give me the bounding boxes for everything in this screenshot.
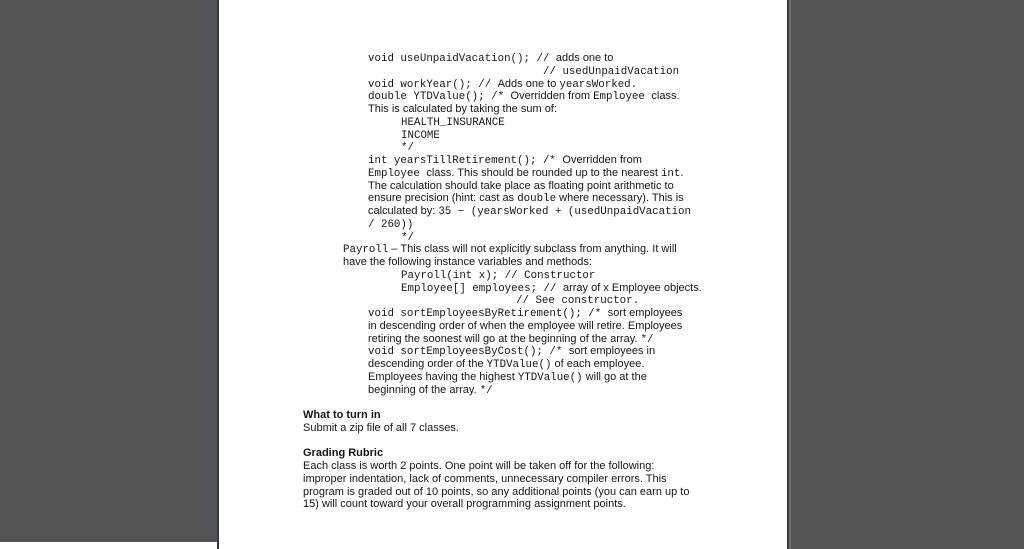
doc-line bbox=[219, 154, 787, 167]
code-text: Employee[] employees; // bbox=[401, 282, 563, 295]
body-text: adds one to bbox=[555, 52, 614, 64]
code-text: double YTDValue(); /* bbox=[368, 91, 511, 104]
body-text: array of x Employee objects. bbox=[562, 281, 702, 294]
body-text: Overridden from bbox=[510, 90, 594, 103]
doc-line bbox=[219, 167, 787, 180]
doc-line bbox=[219, 129, 787, 142]
code-text: HEALTH_INSURANCE bbox=[401, 116, 505, 129]
doc-line bbox=[219, 90, 787, 103]
viewer-background-right bbox=[789, 0, 1024, 549]
doc-line bbox=[219, 422, 787, 435]
doc-line bbox=[219, 243, 787, 256]
code-text: // usedUnpaidVacation bbox=[543, 65, 680, 78]
doc-line bbox=[219, 78, 787, 91]
body-text: beginning of the array. bbox=[368, 383, 480, 396]
body-text: sort employees in bbox=[568, 345, 656, 358]
doc-line bbox=[219, 409, 787, 422]
doc-line bbox=[219, 231, 787, 244]
doc-line bbox=[219, 447, 787, 460]
body-text: Overridden from bbox=[562, 154, 642, 166]
doc-line bbox=[219, 65, 787, 78]
body-text: class. bbox=[651, 90, 680, 103]
code-text: // See constructor. bbox=[516, 295, 640, 308]
code-text: 35 − (yearsWorked + (usedUnpaidVacation bbox=[438, 206, 692, 218]
code-text: int yearsTillRetirement(); /* bbox=[368, 155, 563, 167]
doc-line bbox=[219, 435, 787, 448]
doc-line bbox=[219, 358, 787, 371]
body-text: – This class will not explicitly subclass from anything. It will bbox=[388, 243, 677, 256]
doc-line bbox=[219, 192, 787, 205]
code-text: Payroll(int x); // Constructor bbox=[401, 269, 596, 282]
doc-line bbox=[219, 345, 787, 358]
body-text: retiring the soonest will go at the beginning of the array. bbox=[368, 332, 641, 345]
doc-line bbox=[219, 307, 787, 320]
code-text: YTDValue() bbox=[517, 371, 583, 384]
code-text: int bbox=[660, 167, 681, 180]
doc-line bbox=[219, 256, 787, 269]
doc-line bbox=[219, 103, 787, 116]
code-text: void useUnpaidVacation(); // bbox=[368, 53, 556, 65]
heading-text: What to turn in bbox=[303, 409, 381, 421]
body-text: The calculation should take place as floating point arithmetic to bbox=[368, 179, 674, 192]
doc-line bbox=[219, 269, 787, 282]
code-text: void sortEmployeesByCost(); /* bbox=[368, 346, 569, 359]
code-text: yearsWorked. bbox=[559, 78, 638, 91]
code-text: Employee bbox=[593, 91, 652, 104]
doc-line bbox=[219, 384, 787, 397]
body-text: This is calculated by taking the sum of: bbox=[368, 103, 557, 115]
doc-line bbox=[219, 371, 787, 384]
code-text: YTDValue() bbox=[486, 359, 552, 371]
viewer-background-left bbox=[0, 0, 217, 542]
body-text: calculated by: bbox=[368, 205, 439, 217]
doc-line bbox=[219, 180, 787, 193]
code-text: */ bbox=[479, 384, 493, 397]
code-text: / 260)) bbox=[368, 218, 414, 231]
document-page bbox=[217, 0, 789, 549]
doc-line bbox=[219, 205, 787, 218]
body-text: 15) will count toward your overall programming assignment points. bbox=[303, 498, 626, 511]
body-text: have the following instance variables and methods: bbox=[343, 256, 592, 268]
body-text: sort employees bbox=[607, 307, 683, 319]
doc-line bbox=[219, 141, 787, 154]
body-text: Employees having the highest bbox=[368, 370, 518, 383]
doc-line bbox=[219, 52, 787, 65]
code-text: Payroll bbox=[343, 244, 389, 257]
doc-line bbox=[219, 460, 787, 473]
code-text: */ bbox=[401, 142, 414, 155]
body-text: descending order of the bbox=[368, 358, 487, 370]
body-text: in descending order of when the employee will retire. Employees bbox=[368, 319, 683, 332]
doc-line bbox=[219, 396, 787, 409]
body-text: ensure precision (hint: cast as bbox=[368, 192, 518, 205]
heading-text: Grading Rubric bbox=[303, 447, 384, 460]
body-text: improper indentation, lack of comments, unnecessary compiler errors. This bbox=[303, 472, 667, 485]
body-text: of each employee. bbox=[551, 358, 645, 370]
doc-line bbox=[219, 498, 787, 511]
body-text: will go at the bbox=[582, 370, 647, 383]
body-text: Each class is worth 2 points. One point will be taken off for the following: bbox=[303, 460, 655, 472]
code-text: double bbox=[517, 193, 557, 206]
body-text: Adds one to bbox=[497, 77, 560, 90]
code-text: void workYear(); // bbox=[368, 78, 498, 91]
doc-line bbox=[219, 116, 787, 129]
doc-line bbox=[219, 294, 787, 307]
doc-line bbox=[219, 218, 787, 231]
code-text: void sortEmployeesByRetirement(); /* bbox=[368, 308, 608, 320]
document-text bbox=[219, 0, 787, 549]
doc-line bbox=[219, 333, 787, 346]
body-text: program is graded out of 10 points, so any additional points (you can earn up to bbox=[303, 485, 690, 498]
doc-line bbox=[219, 282, 787, 295]
code-text: */ bbox=[640, 333, 654, 346]
body-text: class. This should be rounded up to the nearest bbox=[426, 166, 661, 179]
body-text: where necessary). This is bbox=[556, 192, 684, 205]
body-text: Submit a zip file of all 7 classes. bbox=[303, 421, 459, 434]
doc-line bbox=[219, 486, 787, 499]
code-text: */ bbox=[401, 231, 414, 244]
code-text: INCOME bbox=[401, 129, 440, 142]
doc-line bbox=[219, 320, 787, 333]
doc-line bbox=[219, 473, 787, 486]
code-text: Employee bbox=[368, 167, 427, 180]
body-text: . bbox=[680, 166, 684, 179]
